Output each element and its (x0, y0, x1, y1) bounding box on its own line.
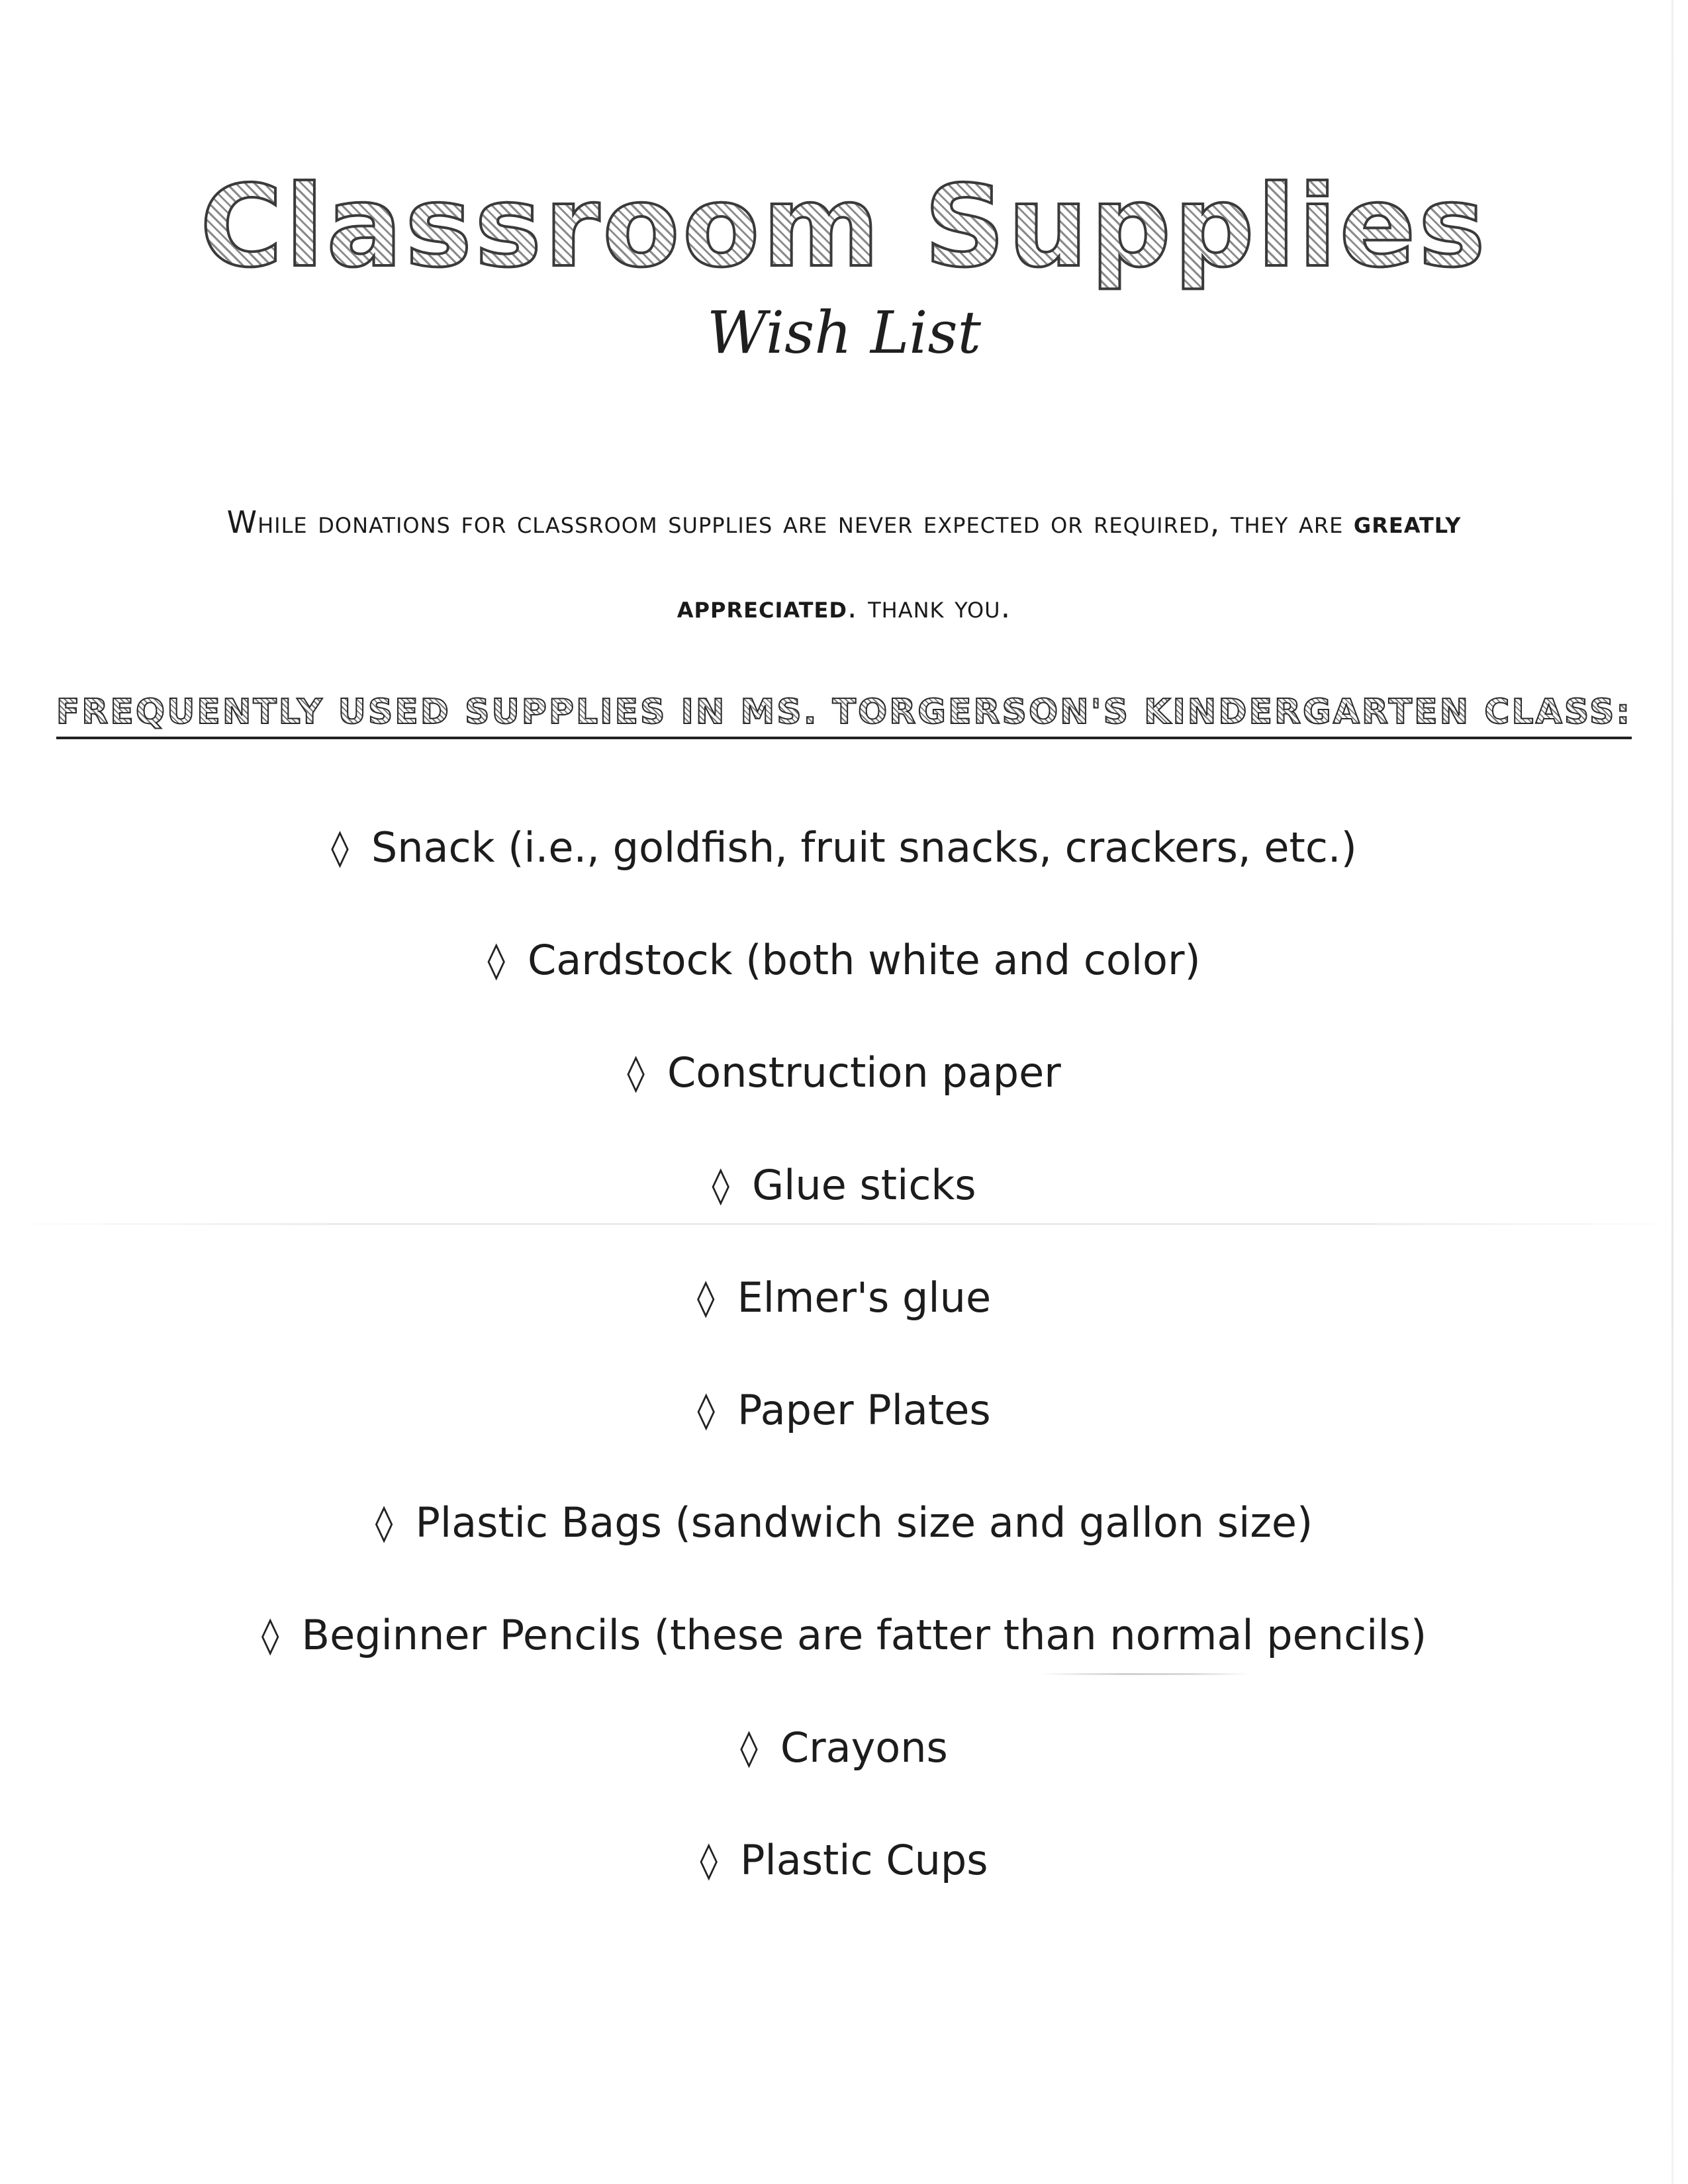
diamond-bullet-icon: ◊ (697, 1388, 716, 1431)
list-item-text: Construction paper (667, 1048, 1061, 1097)
diamond-bullet-icon: ◊ (261, 1614, 279, 1656)
list-item (0, 1016, 1688, 1128)
subtitle-block (0, 298, 1688, 367)
list-item-text: Crayons (780, 1723, 948, 1772)
list-item (0, 791, 1688, 903)
diamond-bullet-icon: ◊ (487, 938, 505, 981)
section-heading: FREQUENTLY USED SUPPLIES IN MS. TORGERSON'S KINDERGARTEN CLASS: (56, 692, 1632, 739)
list-item (0, 1803, 1688, 1916)
diamond-bullet-icon: ◊ (700, 1839, 718, 1881)
section-heading-block (0, 692, 1688, 739)
page-subtitle: Wish List (707, 298, 981, 367)
list-item-text: Cardstock (both white and color) (528, 935, 1201, 984)
intro-text: While donations for classroom supplies are never expected or required, they are (226, 504, 1344, 540)
list-item (0, 1691, 1688, 1803)
intro-emphasis: greatly appreciated (677, 504, 1462, 625)
page-title: Classroom Supplies (200, 161, 1488, 293)
list-item-text: Glue sticks (752, 1160, 976, 1209)
diamond-bullet-icon: ◊ (740, 1726, 758, 1768)
title-block (0, 161, 1688, 293)
list-item-text: Snack (i.e., goldfish, fruit snacks, crackers, etc.) (371, 823, 1357, 872)
diamond-bullet-icon: ◊ (331, 826, 349, 868)
diamond-bullet-icon: ◊ (712, 1163, 730, 1206)
list-item (0, 1578, 1688, 1691)
list-item (0, 1241, 1688, 1353)
list-item (0, 903, 1688, 1016)
list-item-text: Plastic Bags (sandwich size and gallon size) (415, 1498, 1313, 1547)
diamond-bullet-icon: ◊ (696, 1276, 715, 1318)
intro-closing: . thank you. (847, 589, 1011, 625)
supplies-list (0, 791, 1688, 1916)
list-item-text: Plastic Cups (740, 1835, 988, 1884)
intro-paragraph (179, 480, 1509, 649)
list-item (0, 1353, 1688, 1466)
list-item-text: Beginner Pencils (these are fatter than normal pencils) (301, 1610, 1427, 1659)
list-item-text: Elmer's glue (737, 1273, 992, 1322)
list-item (0, 1466, 1688, 1578)
diamond-bullet-icon: ◊ (375, 1501, 393, 1543)
list-item-text: Paper Plates (737, 1385, 991, 1434)
list-item (0, 1128, 1688, 1241)
diamond-bullet-icon: ◊ (627, 1051, 645, 1093)
